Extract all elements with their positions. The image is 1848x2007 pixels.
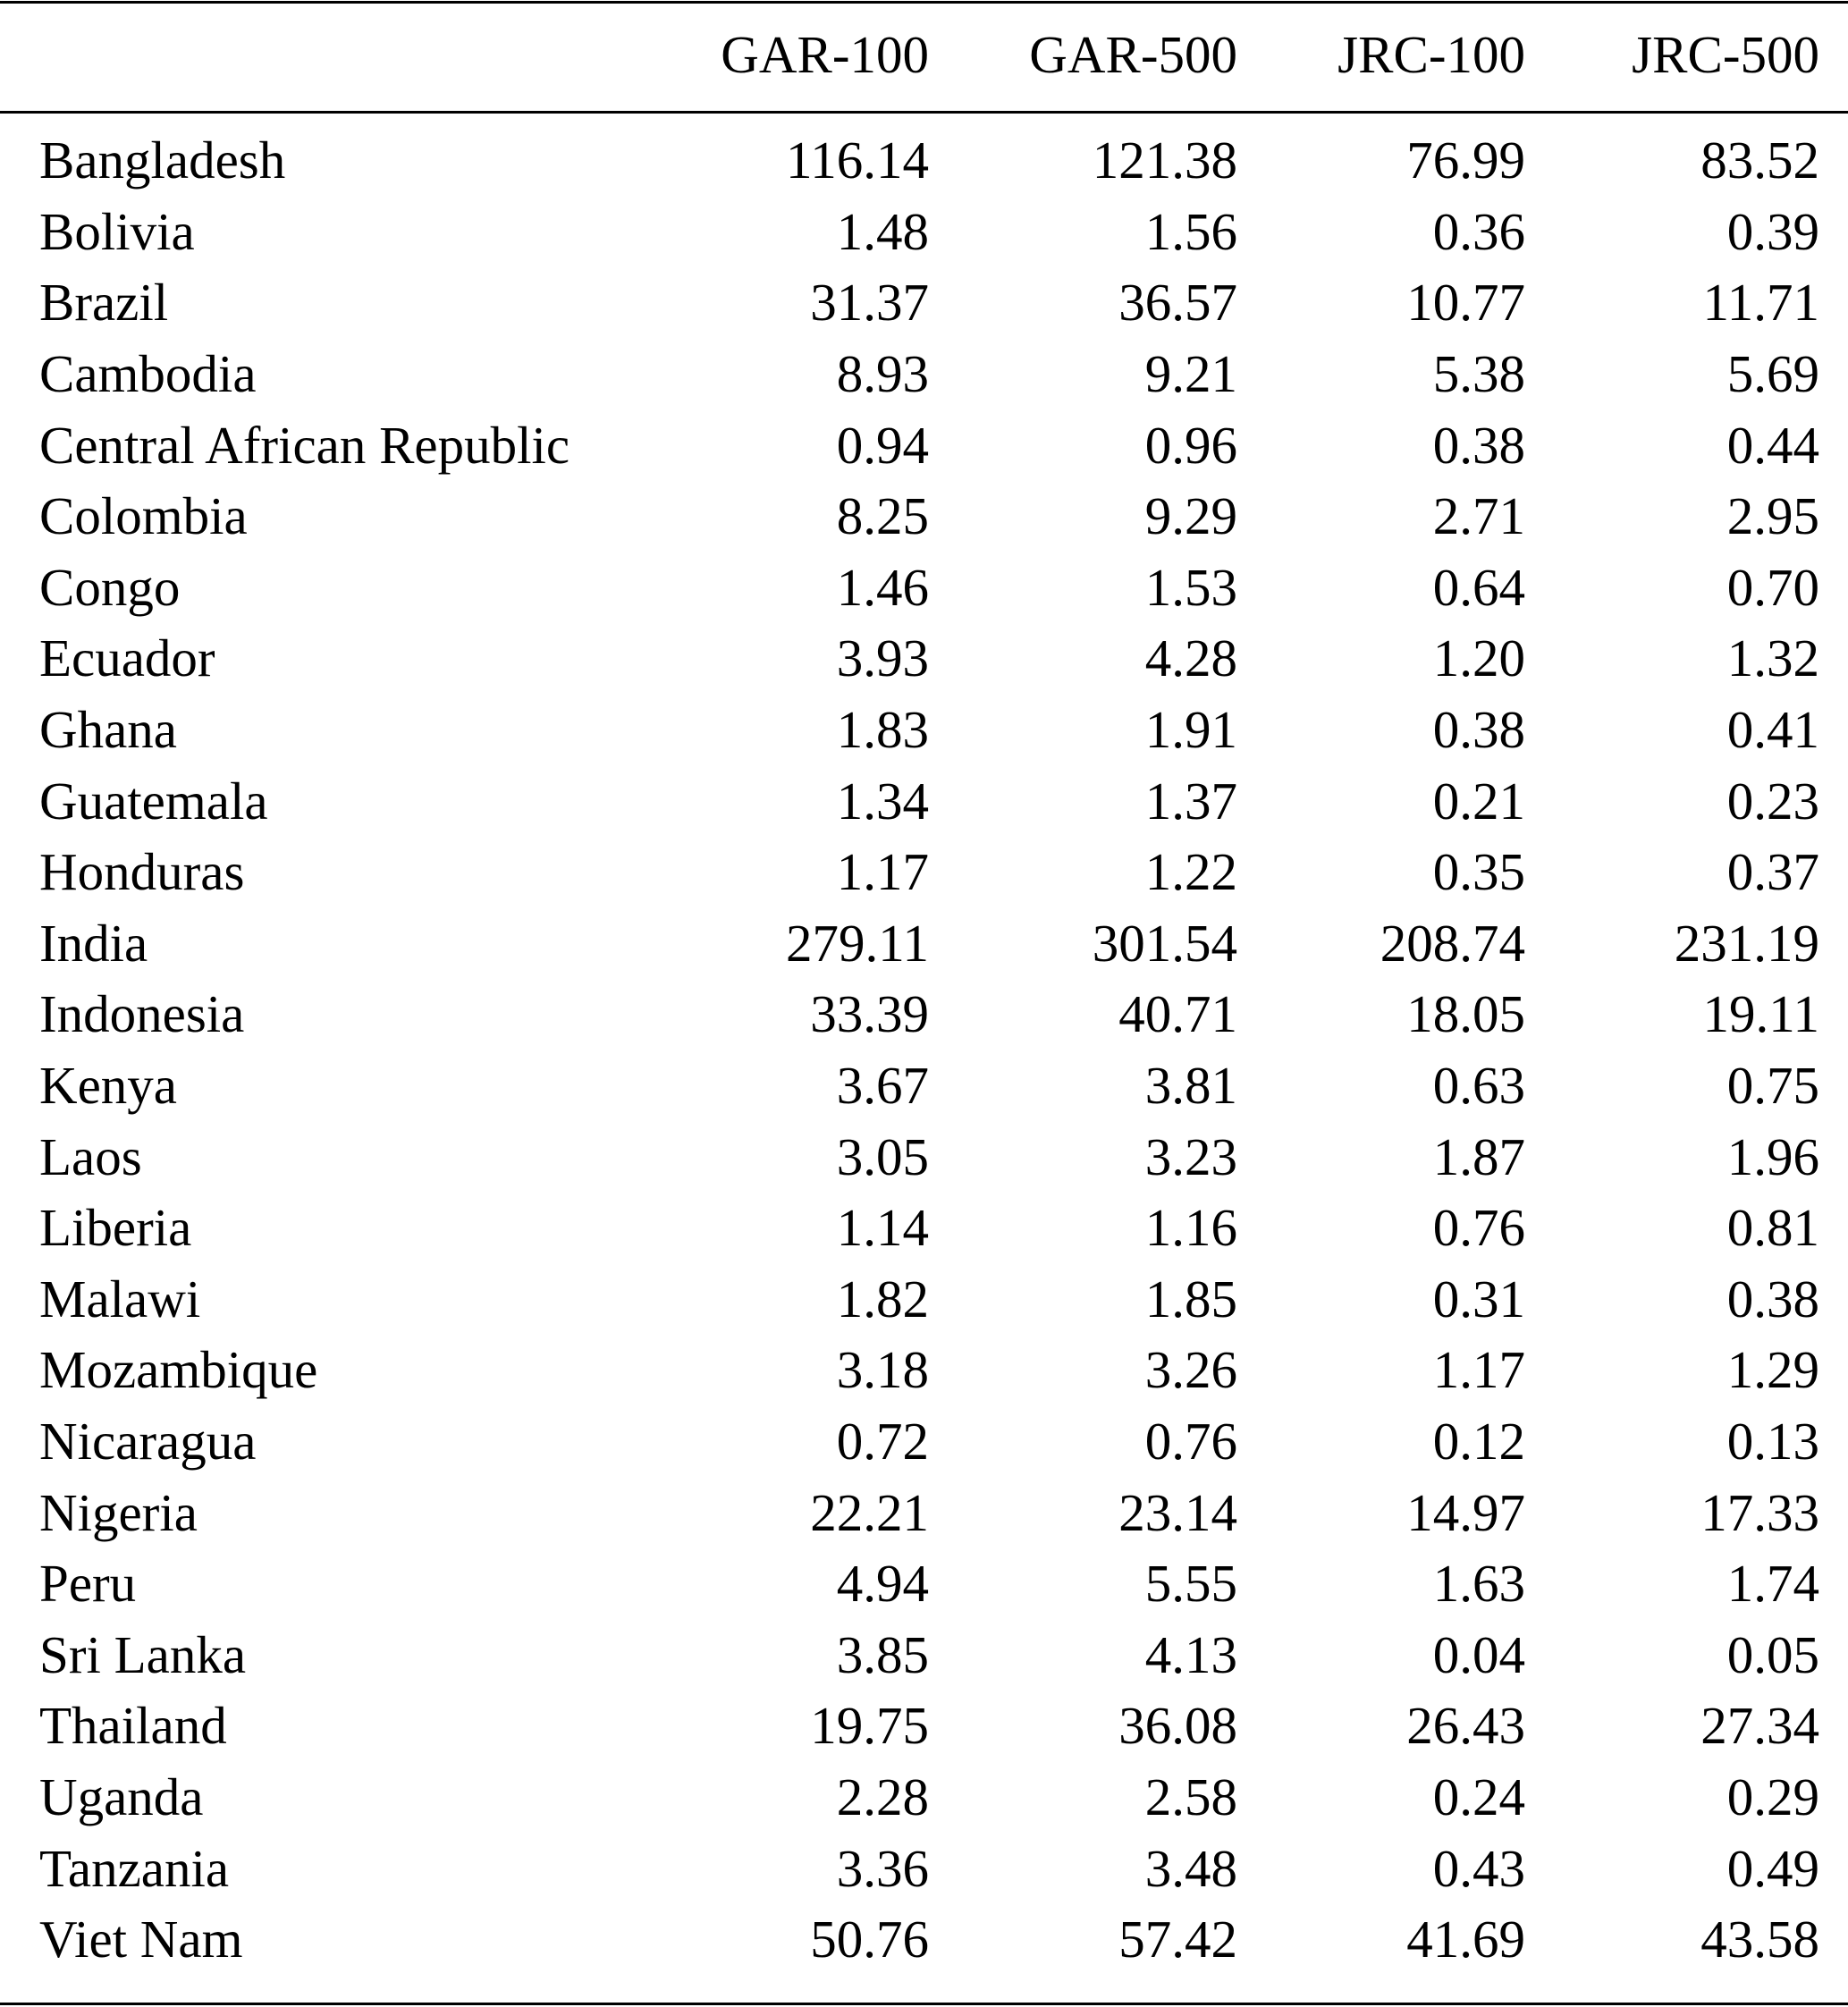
value-cell-gar500: 1.56 bbox=[1144, 201, 1237, 261]
value-cell-gar500: 3.81 bbox=[1144, 1056, 1237, 1116]
value-cell-jrc500: 0.75 bbox=[1726, 1056, 1819, 1116]
table-row bbox=[0, 1050, 1848, 1122]
value-cell-gar100: 3.36 bbox=[836, 1838, 929, 1898]
value-cell-gar500: 1.37 bbox=[1144, 771, 1237, 831]
value-cell-gar500: 301.54 bbox=[1092, 913, 1237, 973]
value-cell-gar500: 23.14 bbox=[1118, 1482, 1237, 1542]
country-cell: Kenya bbox=[39, 1056, 177, 1116]
value-cell-jrc100: 2.71 bbox=[1432, 486, 1525, 546]
value-cell-gar500: 0.96 bbox=[1144, 415, 1237, 475]
value-cell-jrc500: 0.44 bbox=[1726, 415, 1819, 475]
header-jrc-100: JRC-100 bbox=[1337, 24, 1525, 84]
value-cell-jrc500: 0.23 bbox=[1726, 771, 1819, 831]
value-cell-gar100: 8.93 bbox=[836, 344, 929, 404]
country-cell: Indonesia bbox=[39, 984, 245, 1044]
value-cell-jrc500: 0.29 bbox=[1726, 1767, 1819, 1826]
value-cell-gar100: 1.14 bbox=[836, 1198, 929, 1258]
value-cell-gar500: 1.22 bbox=[1144, 842, 1237, 902]
value-cell-jrc100: 0.35 bbox=[1432, 842, 1525, 902]
country-cell: Colombia bbox=[39, 486, 248, 546]
country-cell: Viet Nam bbox=[39, 1910, 243, 1969]
value-cell-gar100: 0.94 bbox=[836, 415, 929, 475]
value-cell-jrc100: 1.63 bbox=[1432, 1554, 1525, 1614]
header-gar-500: GAR-500 bbox=[1029, 24, 1237, 84]
table-row bbox=[0, 197, 1848, 268]
table-row bbox=[0, 1264, 1848, 1336]
value-cell-jrc500: 27.34 bbox=[1700, 1696, 1819, 1756]
value-cell-jrc100: 5.38 bbox=[1432, 344, 1525, 404]
value-cell-jrc100: 0.63 bbox=[1432, 1056, 1525, 1116]
header-row bbox=[0, 0, 1848, 109]
value-cell-jrc100: 0.31 bbox=[1432, 1269, 1525, 1328]
value-cell-gar100: 50.76 bbox=[810, 1910, 929, 1969]
value-cell-gar100: 0.72 bbox=[836, 1411, 929, 1471]
value-cell-gar100: 1.83 bbox=[836, 700, 929, 760]
country-cell: Cambodia bbox=[39, 344, 257, 404]
table-row bbox=[0, 908, 1848, 980]
value-cell-jrc500: 0.41 bbox=[1726, 700, 1819, 760]
table-row bbox=[0, 1904, 1848, 1976]
value-cell-gar500: 4.28 bbox=[1144, 628, 1237, 688]
country-cell: Uganda bbox=[39, 1767, 204, 1826]
table-row bbox=[0, 1548, 1848, 1620]
value-cell-jrc500: 0.39 bbox=[1726, 201, 1819, 261]
table-row bbox=[0, 623, 1848, 695]
value-cell-gar100: 19.75 bbox=[810, 1696, 929, 1756]
value-cell-jrc500: 0.13 bbox=[1726, 1411, 1819, 1471]
value-cell-jrc100: 26.43 bbox=[1406, 1696, 1525, 1756]
value-cell-gar100: 1.82 bbox=[836, 1269, 929, 1328]
value-cell-gar500: 57.42 bbox=[1118, 1910, 1237, 1969]
value-cell-gar500: 3.26 bbox=[1144, 1340, 1237, 1400]
value-cell-gar100: 3.18 bbox=[836, 1340, 929, 1400]
value-cell-jrc500: 2.95 bbox=[1726, 486, 1819, 546]
value-cell-jrc500: 0.70 bbox=[1726, 557, 1819, 617]
value-cell-jrc500: 11.71 bbox=[1702, 273, 1819, 333]
value-cell-jrc500: 231.19 bbox=[1674, 913, 1819, 973]
value-cell-gar100: 2.28 bbox=[836, 1767, 929, 1826]
table-row bbox=[0, 1121, 1848, 1193]
value-cell-gar100: 4.94 bbox=[836, 1554, 929, 1614]
value-cell-gar500: 0.76 bbox=[1144, 1411, 1237, 1471]
country-cell: Bolivia bbox=[39, 201, 195, 261]
value-cell-gar500: 121.38 bbox=[1092, 131, 1237, 190]
country-cell: Sri Lanka bbox=[39, 1624, 247, 1684]
value-cell-jrc500: 83.52 bbox=[1700, 131, 1819, 190]
header-gar-100: GAR-100 bbox=[721, 24, 929, 84]
value-cell-jrc100: 0.04 bbox=[1432, 1624, 1525, 1684]
country-cell: Tanzania bbox=[39, 1838, 230, 1898]
table-row bbox=[0, 765, 1848, 837]
table-row bbox=[0, 125, 1848, 197]
table-row bbox=[0, 1477, 1848, 1548]
value-cell-jrc100: 14.97 bbox=[1406, 1482, 1525, 1542]
table-row bbox=[0, 1762, 1848, 1834]
value-cell-jrc100: 0.36 bbox=[1432, 201, 1525, 261]
value-cell-jrc100: 1.87 bbox=[1432, 1126, 1525, 1186]
table-row bbox=[0, 1619, 1848, 1691]
value-cell-gar100: 3.05 bbox=[836, 1126, 929, 1186]
value-cell-jrc100: 76.99 bbox=[1406, 131, 1525, 190]
value-cell-jrc100: 0.12 bbox=[1432, 1411, 1525, 1471]
country-cell: Congo bbox=[39, 557, 181, 617]
value-cell-jrc500: 0.05 bbox=[1726, 1624, 1819, 1684]
value-cell-gar100: 279.11 bbox=[785, 913, 929, 973]
value-cell-gar500: 5.55 bbox=[1144, 1554, 1237, 1614]
country-cell: Laos bbox=[39, 1126, 142, 1186]
value-cell-gar500: 2.58 bbox=[1144, 1767, 1237, 1826]
value-cell-jrc100: 1.20 bbox=[1432, 628, 1525, 688]
value-cell-jrc100: 10.77 bbox=[1406, 273, 1525, 333]
country-cell: Ghana bbox=[39, 700, 177, 760]
value-cell-gar100: 3.85 bbox=[836, 1624, 929, 1684]
value-cell-jrc100: 0.24 bbox=[1432, 1767, 1525, 1826]
value-cell-gar500: 36.08 bbox=[1118, 1696, 1237, 1756]
value-cell-jrc500: 5.69 bbox=[1726, 344, 1819, 404]
table-row bbox=[0, 695, 1848, 766]
country-cell: Ecuador bbox=[39, 628, 215, 688]
table-body bbox=[0, 109, 1848, 1975]
value-cell-jrc500: 0.81 bbox=[1726, 1198, 1819, 1258]
value-cell-gar100: 1.48 bbox=[836, 201, 929, 261]
value-cell-jrc500: 1.74 bbox=[1726, 1554, 1819, 1614]
country-cell: Central African Republic bbox=[39, 415, 570, 475]
value-cell-gar500: 3.23 bbox=[1144, 1126, 1237, 1186]
table-row bbox=[0, 267, 1848, 339]
value-cell-gar100: 33.39 bbox=[810, 984, 929, 1044]
value-cell-gar500: 36.57 bbox=[1118, 273, 1237, 333]
value-cell-jrc100: 0.38 bbox=[1432, 700, 1525, 760]
value-cell-jrc100: 0.76 bbox=[1432, 1198, 1525, 1258]
table-header bbox=[0, 0, 1848, 109]
value-cell-gar100: 31.37 bbox=[810, 273, 929, 333]
table-row bbox=[0, 1335, 1848, 1406]
country-cell: Guatemala bbox=[39, 771, 268, 831]
country-cell: Mozambique bbox=[39, 1340, 318, 1400]
header-country bbox=[0, 0, 644, 109]
table-row bbox=[0, 409, 1848, 481]
country-cell: India bbox=[39, 913, 148, 973]
value-cell-jrc100: 0.64 bbox=[1432, 557, 1525, 617]
value-cell-gar500: 4.13 bbox=[1144, 1624, 1237, 1684]
table-row bbox=[0, 1406, 1848, 1478]
country-cell: Peru bbox=[39, 1554, 137, 1614]
country-cell: Bangladesh bbox=[39, 131, 286, 190]
value-cell-jrc500: 0.49 bbox=[1726, 1838, 1819, 1898]
table-spacer bbox=[0, 109, 1848, 125]
value-cell-gar100: 3.67 bbox=[836, 1056, 929, 1116]
value-cell-gar100: 8.25 bbox=[836, 486, 929, 546]
value-cell-gar100: 1.46 bbox=[836, 557, 929, 617]
value-cell-jrc500: 1.29 bbox=[1726, 1340, 1819, 1400]
value-cell-jrc100: 208.74 bbox=[1380, 913, 1525, 973]
table-row bbox=[0, 552, 1848, 624]
value-cell-gar500: 9.21 bbox=[1144, 344, 1237, 404]
table-row bbox=[0, 979, 1848, 1050]
value-cell-gar500: 40.71 bbox=[1118, 984, 1237, 1044]
value-cell-gar100: 1.34 bbox=[836, 771, 929, 831]
value-cell-gar500: 1.16 bbox=[1144, 1198, 1237, 1258]
table-row bbox=[0, 339, 1848, 410]
value-cell-jrc100: 1.17 bbox=[1432, 1340, 1525, 1400]
value-cell-gar100: 1.17 bbox=[836, 842, 929, 902]
value-cell-gar500: 9.29 bbox=[1144, 486, 1237, 546]
value-cell-jrc100: 18.05 bbox=[1406, 984, 1525, 1044]
value-cell-jrc500: 0.37 bbox=[1726, 842, 1819, 902]
country-cell: Malawi bbox=[39, 1269, 201, 1328]
value-cell-jrc500: 43.58 bbox=[1700, 1910, 1819, 1969]
value-cell-jrc500: 1.96 bbox=[1726, 1126, 1819, 1186]
table-row bbox=[0, 481, 1848, 552]
country-cell: Nicaragua bbox=[39, 1411, 257, 1471]
value-cell-gar500: 1.91 bbox=[1144, 700, 1237, 760]
table-bottom-rule bbox=[0, 2003, 1848, 2005]
value-cell-jrc100: 0.43 bbox=[1432, 1838, 1525, 1898]
value-cell-gar100: 22.21 bbox=[810, 1482, 929, 1542]
country-cell: Honduras bbox=[39, 842, 245, 902]
value-cell-jrc100: 0.21 bbox=[1432, 771, 1525, 831]
table-row bbox=[0, 1691, 1848, 1762]
value-cell-gar500: 3.48 bbox=[1144, 1838, 1237, 1898]
value-cell-gar500: 1.53 bbox=[1144, 557, 1237, 617]
table-row bbox=[0, 837, 1848, 908]
value-cell-gar500: 1.85 bbox=[1144, 1269, 1237, 1328]
value-cell-jrc500: 0.38 bbox=[1726, 1269, 1819, 1328]
value-cell-jrc500: 19.11 bbox=[1702, 984, 1819, 1044]
value-cell-jrc100: 0.38 bbox=[1432, 415, 1525, 475]
value-cell-jrc100: 41.69 bbox=[1406, 1910, 1525, 1969]
header-jrc-500: JRC-500 bbox=[1632, 24, 1819, 84]
country-cell: Nigeria bbox=[39, 1482, 198, 1542]
value-cell-jrc500: 1.32 bbox=[1726, 628, 1819, 688]
country-cell: Thailand bbox=[39, 1696, 227, 1756]
table-row bbox=[0, 1193, 1848, 1264]
value-cell-jrc500: 17.33 bbox=[1700, 1482, 1819, 1542]
country-cell: Liberia bbox=[39, 1198, 192, 1258]
value-cell-gar100: 3.93 bbox=[836, 628, 929, 688]
value-cell-gar100: 116.14 bbox=[785, 131, 929, 190]
country-cell: Brazil bbox=[39, 273, 169, 333]
table-row bbox=[0, 1833, 1848, 1904]
